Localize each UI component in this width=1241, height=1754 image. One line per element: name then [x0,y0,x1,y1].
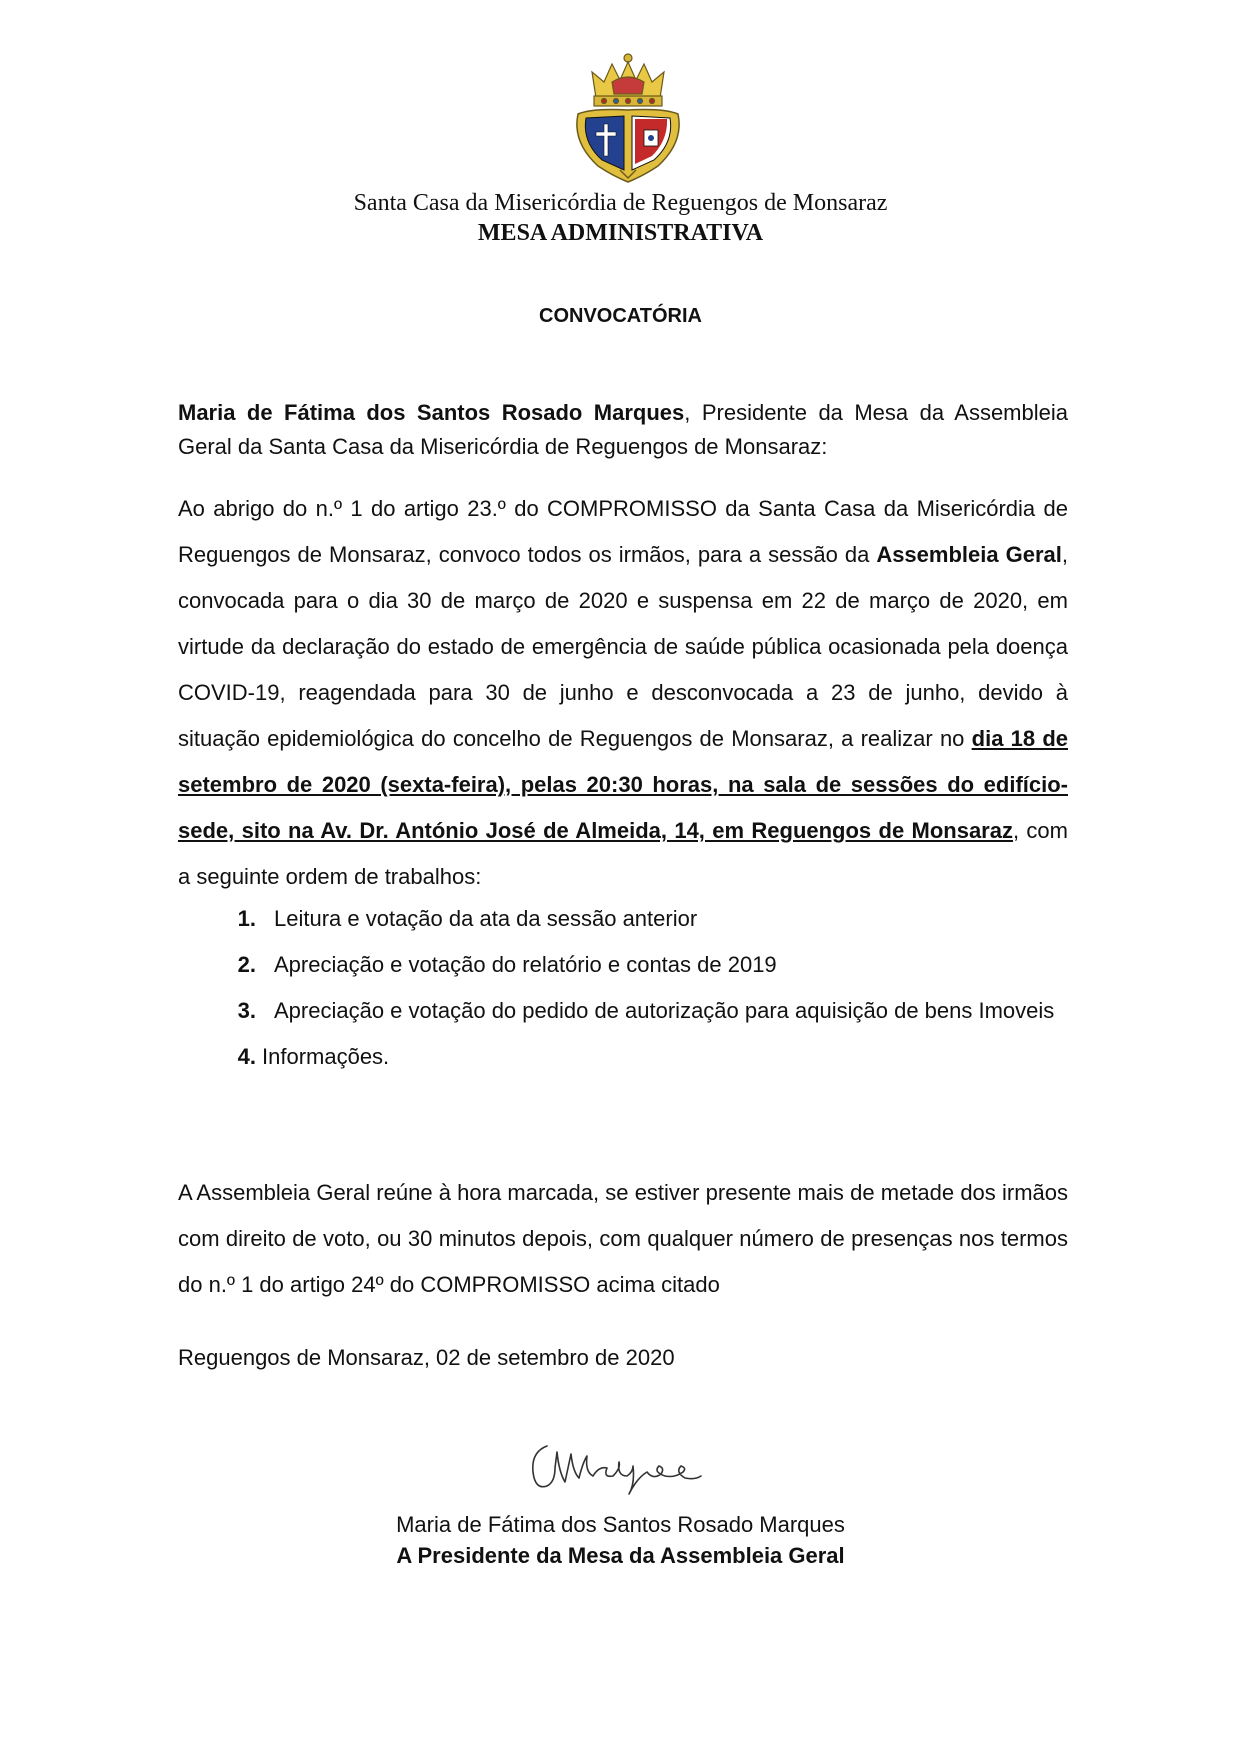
agenda-item-text: Apreciação e votação do pedido de autorização para aquisição de bens Imoveis [274,998,1055,1023]
agenda-list [178,896,1068,1080]
agenda-item-number: 4. [237,1044,256,1069]
intro-paragraph [178,396,1068,464]
signatory-name: Maria de Fátima dos Santos Rosado Marques [396,1512,845,1537]
document-title: CONVOCATÓRIA [539,305,702,327]
main-text-part-2: , convocada para o dia 30 de março de 2020 e suspensa em 22 de março de 2020, em virtude da declaração do estado de emergência de saúde pública ocasionada pela doença COVID-19, reagendada para 30 de junho e desconvocada a 23 de junho, devido à situação epidemiológica do concelho de Reguengos de Monsaraz, a realizar no [178,542,1068,751]
agenda-item [178,896,1068,942]
agenda-item [178,1034,1068,1080]
main-text-part-1: Ao abrigo do n.º 1 do artigo 23.º do COMPROMISSO da Santa Casa da Misericórdia de Reguengos de Monsaraz, convoco todos os irmãos, para a sessão da [178,496,1068,567]
organization-name: Santa Casa da Misericórdia de Reguengos de Monsaraz [353,190,888,216]
assembly-emphasis: Assembleia Geral [876,542,1062,567]
agenda-item-text: Leitura e votação da ata da sessão anterior [274,906,698,931]
agenda-item-text: Informações. [262,1044,390,1069]
agenda-item [178,988,1068,1034]
agenda-item-text: Apreciação e votação do relatório e contas de 2019 [274,952,777,977]
closing-paragraph: A Assembleia Geral reúne à hora marcada, se estiver presente mais de metade dos irmãos com direito de voto, ou 30 minutos depois, com qualquer número de presenças nos termos do n.º 1 do artigo 24º do COMPROMISSO acima citado [178,1180,1068,1297]
president-name: Maria de Fátima dos Santos Rosado Marques [178,400,685,425]
main-text-part-3: , com a seguinte ordem de trabalhos: [178,818,1068,889]
meeting-details: dia 18 de setembro de 2020 (sexta-feira), pelas 20:30 horas, na sala de sessões do edifício-sede, sito na Av. Dr. António José de Almeida, 14, em Reguengos de Monsaraz [178,726,1069,843]
coat-of-arms-logo [568,52,688,186]
department-name: MESA ADMINISTRATIVA [477,220,764,246]
place-and-date: Reguengos de Monsaraz, 02 de setembro de 2020 [178,1345,675,1370]
intro-text: , Presidente da Mesa da Assembleia Geral da Santa Casa da Misericórdia de Reguengos de Monsaraz: [178,400,1068,459]
agenda-item-number: 3. [237,998,256,1023]
handwritten-signature [525,1432,715,1502]
agenda-item-number: 1. [237,906,256,931]
agenda-item [178,942,1068,988]
main-paragraph [178,486,1068,900]
signatory-role: A Presidente da Mesa da Assembleia Geral [396,1543,845,1568]
agenda-item-number: 2. [237,952,256,977]
